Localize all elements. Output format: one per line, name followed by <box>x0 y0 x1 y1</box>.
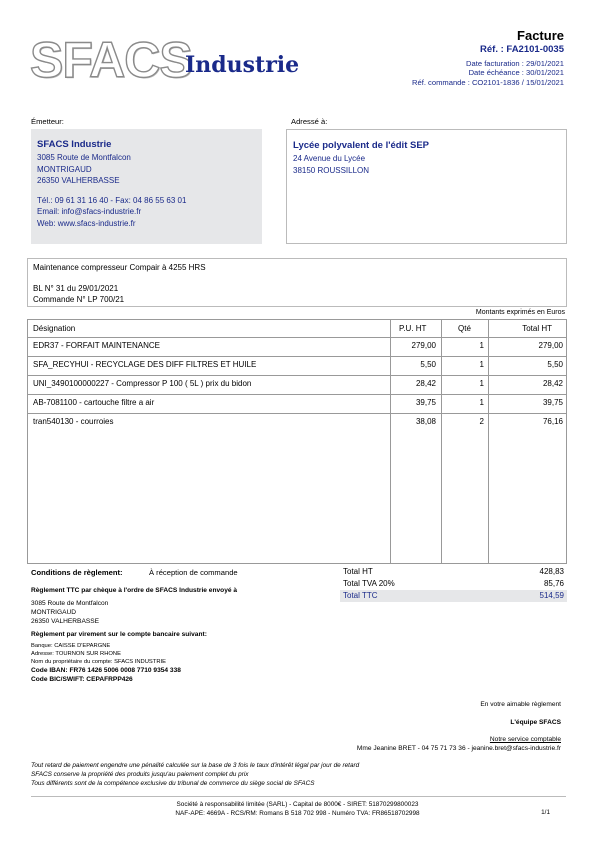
accounting-service: Notre service comptable <box>489 736 561 743</box>
row-quantity: 1 <box>479 341 484 350</box>
table-row <box>28 376 566 395</box>
total-tva-row <box>340 578 567 590</box>
issuer-website: Web: www.sfacs-industrie.fr <box>37 218 136 228</box>
bank-address: Adresse: TOURNON SUR RHONE <box>31 651 121 657</box>
recipient-box <box>286 129 567 244</box>
issuer-box <box>31 129 262 244</box>
table-header <box>28 320 566 338</box>
table-row <box>28 414 566 433</box>
account-owner: Nom du propriétaire du compte: SFACS INDUSTRIE <box>31 659 166 665</box>
total-tva-label: Total TVA 20% <box>343 579 395 588</box>
due-date: Date échéance : 30/01/2021 <box>468 68 564 77</box>
row-unit-price: 39,75 <box>415 398 436 407</box>
accounting-contact: Mme Jeanine BRET - 04 75 71 73 36 - jeanine.bret@sfacs-industrie.fr <box>356 745 561 752</box>
iban: Code IBAN: FR76 1426 5006 0008 7710 9354 338 <box>31 667 181 674</box>
delivery-note: BL N° 31 du 29/01/2021 <box>33 284 119 293</box>
payment-terms-label: Conditions de règlement: <box>31 568 123 577</box>
row-total: 28,42 <box>542 379 563 388</box>
order-reference: Réf. commande : CO2101-1836 / 15/01/2021 <box>412 78 564 87</box>
total-ttc-label: Total TTC <box>343 591 378 600</box>
row-designation: AB-7081100 - cartouche filtre a air <box>33 398 155 407</box>
object-description: Maintenance compresseur Compair à 4255 HRS <box>33 263 206 272</box>
issuer-phone: Tél.: 09 61 31 16 40 - Fax: 04 86 55 63 01 <box>37 195 187 205</box>
transfer-instructions: Règlement par virement sur le compte bancaire suivant: <box>31 631 207 638</box>
row-quantity: 2 <box>479 417 484 426</box>
table-row <box>28 338 566 357</box>
row-quantity: 1 <box>479 379 484 388</box>
row-designation: UNI_3490100000227 - Compressor P 100 ( 5L ) prix du bidon <box>33 379 252 388</box>
row-unit-price: 38,08 <box>415 417 436 426</box>
invoice-reference: Réf. : FA2101-0035 <box>480 44 564 55</box>
page-number: 1/1 <box>541 809 550 816</box>
issuer-address-line: 3085 Route de Montfalcon <box>37 153 131 162</box>
total-tva-value: 85,76 <box>543 579 564 588</box>
recipient-label: Adressé à: <box>291 117 328 126</box>
issuer-label: Émetteur: <box>31 117 64 126</box>
footer-divider <box>31 796 566 797</box>
recipient-address-line: 38150 ROUSSILLON <box>293 165 370 175</box>
row-designation: tran540130 - courroies <box>33 417 114 426</box>
footer-registration-info: NAF-APE: 4669A - RCS/RM: Romans B 518 702 998 - Numéro TVA: FR86518702998 <box>175 810 420 817</box>
cheque-instructions: Règlement TTC par chèque à l'ordre de SFACS Industrie envoyé à <box>31 587 238 594</box>
currency-note: Montants exprimés en Euros <box>475 309 565 316</box>
document-title: Facture <box>517 28 564 43</box>
footer-company-info: Société à responsabilité limitée (SARL) - Capital de 8000€ - SIRET: 51870299800023 <box>176 801 419 808</box>
total-ht-row <box>340 566 567 578</box>
cheque-address-line: MONTRIGAUD <box>31 609 77 616</box>
bank-name: Banque: CAISSE D'EPARGNE <box>31 643 111 649</box>
issuer-email: Email: info@sfacs-industrie.fr <box>37 207 142 216</box>
cheque-address-line: 26350 VALHERBASSE <box>31 618 100 625</box>
logo-industrie-text: Industrie <box>185 52 300 78</box>
table-row <box>28 357 566 376</box>
row-designation: EDR37 - FORFAIT MAINTENANCE <box>33 341 160 350</box>
header-unit-price: P.U. HT <box>399 324 427 333</box>
payment-terms-value: À réception de commande <box>149 568 238 577</box>
row-quantity: 1 <box>479 360 484 369</box>
bic-swift: Code BIC/SWIFT: CEPAFRPP426 <box>31 676 133 683</box>
row-unit-price: 28,42 <box>415 379 436 388</box>
company-logo <box>30 34 320 86</box>
row-unit-price: 279,00 <box>411 341 436 350</box>
total-ht-value: 428,83 <box>539 567 564 576</box>
total-ht-label: Total HT <box>343 567 373 576</box>
total-ttc-value: 514,59 <box>539 591 564 600</box>
signature-team: L'équipe SFACS <box>510 719 561 726</box>
legal-note: SFACS conserve la propriété des produits jusqu'au paiement complet du prix <box>31 771 249 778</box>
items-table <box>27 319 567 564</box>
total-ttc-row <box>340 590 567 602</box>
order-number: Commande N° LP 700/21 <box>33 295 125 304</box>
issuer-address-line: 26350 VALHERBASSE <box>37 176 120 185</box>
row-total: 76,16 <box>542 417 563 426</box>
row-quantity: 1 <box>479 398 484 407</box>
invoice-date: Date facturation : 29/01/2021 <box>466 59 564 68</box>
issuer-address-line: MONTRIGAUD <box>37 164 92 174</box>
header-quantity: Qté <box>458 324 471 333</box>
cheque-address-line: 3085 Route de Montfalcon <box>31 600 109 607</box>
row-designation: SFA_RECYHUI - RECYCLAGE DES DIFF FILTRES ET HUILE <box>33 360 257 369</box>
salutation: En votre aimable règlement <box>480 701 561 708</box>
recipient-address-line: 24 Avenue du Lycée <box>293 154 366 163</box>
row-total: 5,50 <box>547 360 563 369</box>
row-total: 39,75 <box>542 398 563 407</box>
header-designation: Désignation <box>33 324 76 333</box>
row-total: 279,00 <box>538 341 563 350</box>
recipient-name: Lycée polyvalent de l'édit SEP <box>293 140 430 151</box>
header-total: Total HT <box>522 324 552 333</box>
row-unit-price: 5,50 <box>420 360 436 369</box>
logo-sfacs-text: SFACS <box>30 32 192 88</box>
issuer-name: SFACS Industrie <box>37 139 112 150</box>
invoice-object-box <box>27 258 567 307</box>
legal-note: Tous différents sont de la compétence exclusive du tribunal de commerce du siège social de SFACS <box>31 780 315 787</box>
legal-note: Tout retard de paiement engendre une pénalité calculée sur la base de 3 fois le taux d'intérêt légal par jour de retard <box>31 762 360 769</box>
table-row <box>28 395 566 414</box>
